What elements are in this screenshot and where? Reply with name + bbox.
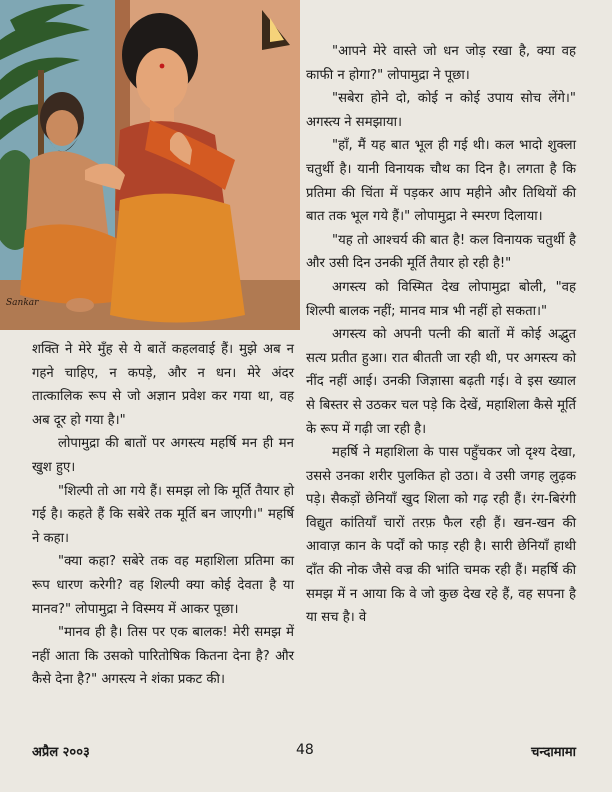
issue-date: अप्रैल २००३ bbox=[32, 745, 90, 760]
paragraph: शक्ति ने मेरे मुँह से ये बातें कहलवाई हैं। मुझे अब न गहने चाहिए, न कपड़े, और न धन। मेरे अंदर तात्कालिक रूप से जो अज्ञान प्रवेश कर गया था, वह अब दूर हो गया है।" bbox=[32, 342, 294, 428]
paragraph: "आपने मेरे वास्ते जो धन जोड़ रखा है, क्या वह काफी न होगा?" लोपामुद्रा ने पूछा। bbox=[306, 44, 576, 83]
paragraph: अगस्त्य को विस्मित देख लोपामुद्रा बोली, "वह शिल्पी बालक नहीं; मानव मात्र भी नहीं हो सकता।" bbox=[306, 279, 576, 319]
paragraph: "क्या कहा? सबेरे तक वह महाशिला प्रतिमा का रूप धारण करेगी? वह शिल्पी क्या कोई देवता है या मानव?" लोपामुद्रा ने विस्मय में आकर पूछा। bbox=[32, 554, 294, 617]
paragraph: "सबेरा होने दो, कोई न कोई उपाय सोच लेंगे।" अगस्त्य ने समझाया। bbox=[306, 91, 576, 130]
paragraph: महर्षि ने महाशिला के पास पहुँचकर जो दृश्य देखा, उससे उनका शरीर पुलकित हो उठा। वे उसी जगह लुढ़क पड़े। सैकड़ों छेनियाँ खुद शिला को गढ़ रही हैं। रंग-बिरंगी विद्युत कांतियाँ चारों तरफ़ फैल रही हैं। खन-खन की आवाज़ कान के पर्दों को फाड़ रही है। सारी छेनियाँ हाथी दाँत की नोक जैसे वज्र की भांति चमक रही हैं। महर्षि की समझ में न आया कि वे जो कुछ देख रहे हैं, वह सपना है या सच है। वे bbox=[306, 445, 576, 626]
paragraph: लोपामुद्रा की बातों पर अगस्त्य महर्षि मन ही मन खुश हुए। bbox=[32, 436, 294, 475]
page-number: 48 bbox=[296, 742, 314, 758]
artist-signature: Sankar bbox=[6, 298, 39, 308]
paragraph: "मानव ही है। तिस पर एक बालक! मेरी समझ में नहीं आता कि उसको पारितोषिक कितना देना है? और कैसे देना है?" अगस्त्य ने शंका प्रकट की। bbox=[32, 625, 294, 688]
illustration-drawing bbox=[0, 0, 300, 330]
left-text-column bbox=[32, 338, 294, 692]
story-illustration bbox=[0, 0, 300, 330]
right-text-column bbox=[306, 40, 576, 630]
paragraph: "शिल्पी तो आ गये हैं। समझ लो कि मूर्ति तैयार हो गई है। कहते हैं कि सबेरे तक मूर्ति बन जाएगी।" महर्षि ने कहा। bbox=[32, 483, 294, 546]
paragraph: अगस्त्य को अपनी पत्नी की बातों में कोई अद्भुत सत्य प्रतीत हुआ। रात बीतती जा रही थी, पर अगस्त्य को नींद नहीं आई। उनकी जिज्ञासा बढ़ती गई। वे इस ख्याल से बिस्तर से उठकर चल पड़े कि देखें, महाशिला कैसे मूर्ति के रूप में गढ़ी जा रही है। bbox=[306, 327, 576, 437]
paragraph: "हाँ, मैं यह बात भूल ही गई थी। कल भादो शुक्ला चतुर्थी है। यानी विनायक चौथ का दिन है। लगता है कि प्रतिमा की चिंता में पड़कर आप महीने और तिथियों की बात तक भूल गये हैं।" लोपामुद्रा ने स्मरण दिलाया। bbox=[306, 138, 576, 225]
paragraph: "यह तो आश्चर्य की बात है! कल विनायक चतुर्थी है और उसी दिन उनकी मूर्ति तैयार हो रही है!" bbox=[306, 232, 576, 272]
page-footer bbox=[32, 742, 576, 764]
magazine-name: चन्दामामा bbox=[531, 745, 576, 760]
